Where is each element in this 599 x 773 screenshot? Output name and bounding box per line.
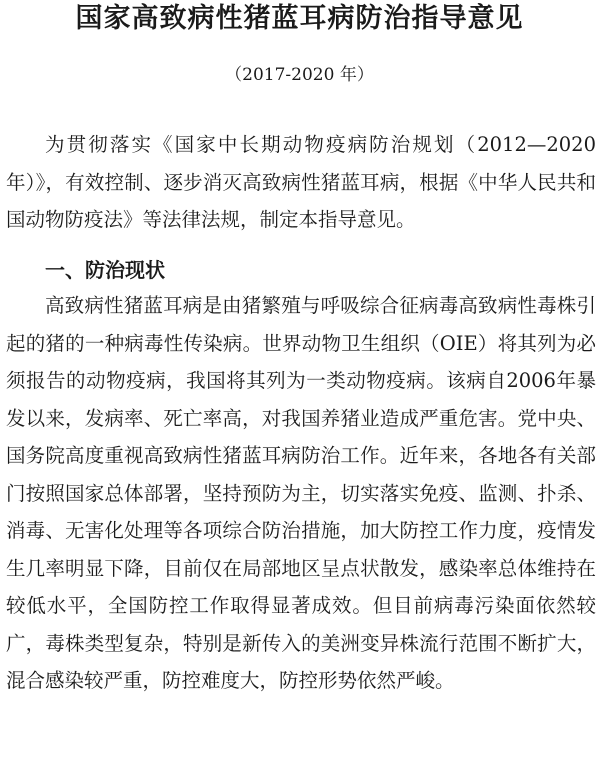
document-subtitle: （2017-2020 年）	[225, 65, 374, 85]
intro-paragraph: 为贯彻落实《国家中长期动物疫病防治规划（2012—2020年）》，有效控制、逐步消灭高致病性猪蓝耳病，根据《中华人民共和国动物防疫法》等法律法规，制定本指导意见。	[6, 133, 596, 231]
section-heading: 一、防治现状	[45, 258, 165, 282]
document-title: 国家高致病性猪蓝耳病防治指导意见	[75, 3, 524, 34]
section-body-paragraph: 高致病性猪蓝耳病是由猪繁殖与呼吸综合征病毒高致病性毒株引起的猪的一种病毒性传染病。世界动物卫生组织（OIE）将其列为必须报告的动物疫病，我国将其列为一类动物疫病。该病自2006年暴发以来，发病率、死亡率高，对我国养猪业造成严重危害。党中央、国务院高度重视高致病性猪蓝耳病防治工作。近年来，各地各有关部门按照国家总体部署，坚持预防为主，切实落实免疫、监测、扑杀、消毒、无害化处理等各项综合防治措施，加大防控工作力度，疫情发生几率明显下降，目前仅在局部地区呈点状散发，感染率总体维持在较低水平，全国防控工作取得显著成效。但目前病毒污染面依然较广，毒株类型复杂，特别是新传入的美洲变异株流行范围不断扩大，混合感染较严重，防控难度大，防控形势依然严峻。	[6, 294, 596, 692]
